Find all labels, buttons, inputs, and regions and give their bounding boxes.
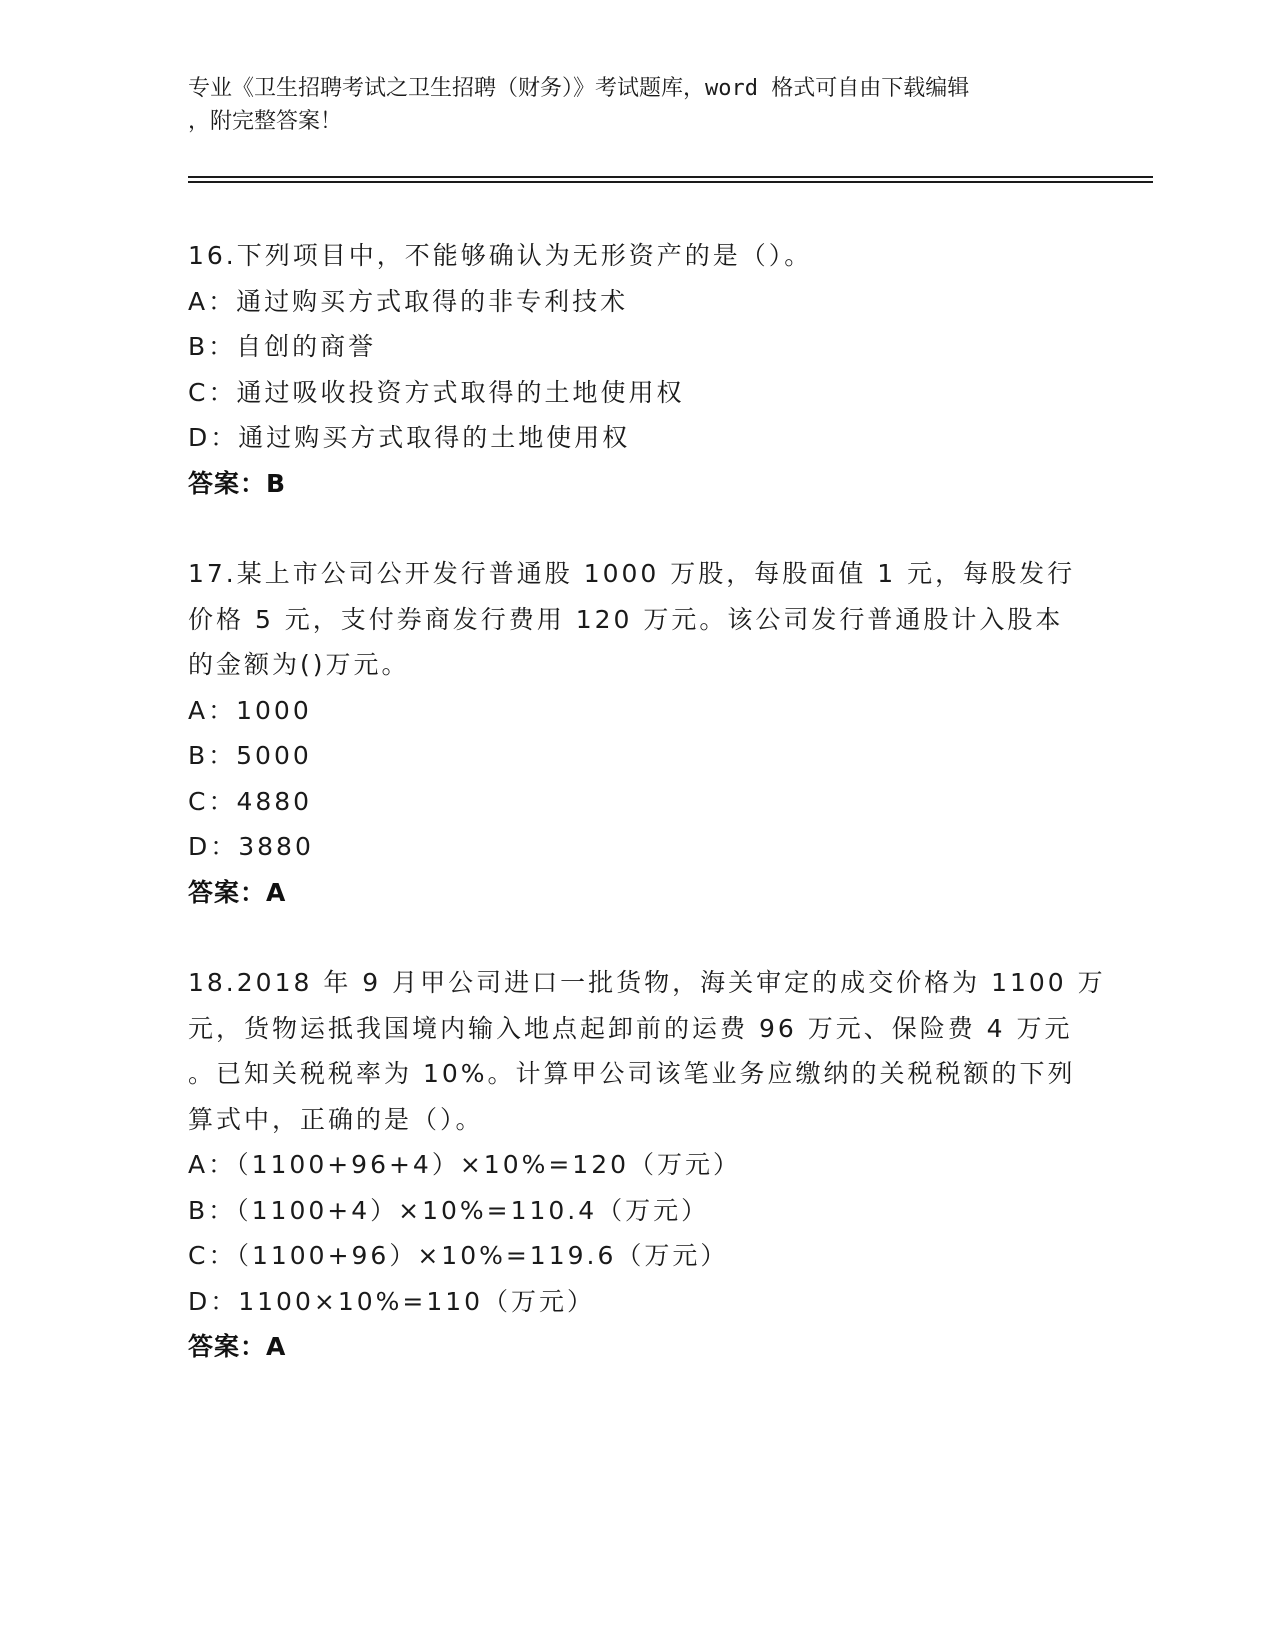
question-text-line: 。已知关税税率为 10%。计算甲公司该笔业务应缴纳的关税税额的下列 — [188, 1059, 1076, 1088]
question-text-line: 元，货物运抵我国境内输入地点起卸前的运费 96 万元、保险费 4 万元 — [188, 1013, 1073, 1043]
option-d: D：1100×10%=110（万元） — [188, 1286, 596, 1316]
header-line-2: ，附完整答案！ — [188, 109, 343, 134]
option-d: D：通过购买方式取得的土地使用权 — [188, 423, 631, 452]
option-a: A：通过购买方式取得的非专利技术 — [188, 286, 629, 316]
option-a: A：（1100+96+4）×10%=120（万元） — [188, 1150, 742, 1179]
option-b: B：（1100+4）×10%=110.4（万元） — [188, 1195, 710, 1225]
question-text — [188, 233, 1088, 279]
option-a: A：1000 — [188, 695, 312, 725]
question-text-line: 价格 5 元，支付券商发行费用 120 万元。该公司发行普通股计入股本 — [188, 604, 1064, 634]
answer: 答案：A — [188, 877, 287, 907]
question-16 — [188, 233, 1088, 506]
answer: 答案：B — [188, 468, 287, 498]
question-text — [188, 551, 1088, 688]
answer: 答案：A — [188, 1332, 287, 1361]
question-text-line: 16.下列项目中，不能够确认为无形资产的是（）。 — [188, 241, 813, 270]
question-17 — [188, 551, 1088, 915]
option-c: C：4880 — [188, 786, 313, 816]
option-b: B：5000 — [188, 741, 312, 770]
option-d: D：3880 — [188, 832, 314, 861]
question-text-line: 17.某上市公司公开发行普通股 1000 万股，每股面值 1 元，每股发行 — [188, 559, 1076, 588]
header-line-1: 专业《卫生招聘考试之卫生招聘（财务）》考试题库，word 格式可自由下载编辑 — [188, 76, 970, 101]
question-text-line: 18.2018 年 9 月甲公司进口一批货物，海关审定的成交价格为 1100 万 — [188, 968, 1106, 997]
header-divider-bottom — [188, 181, 1153, 183]
document-header — [188, 72, 1088, 138]
option-c: C：通过吸收投资方式取得的土地使用权 — [188, 377, 685, 407]
question-text-line: 算式中，正确的是（）。 — [188, 1104, 484, 1134]
option-b: B：自创的商誉 — [188, 332, 377, 361]
question-18 — [188, 960, 1106, 1370]
question-text-line: 的金额为()万元。 — [188, 650, 410, 679]
header-divider-top — [188, 176, 1153, 178]
option-c: C：（1100+96）×10%=119.6（万元） — [188, 1241, 729, 1270]
question-text — [188, 960, 1106, 1142]
